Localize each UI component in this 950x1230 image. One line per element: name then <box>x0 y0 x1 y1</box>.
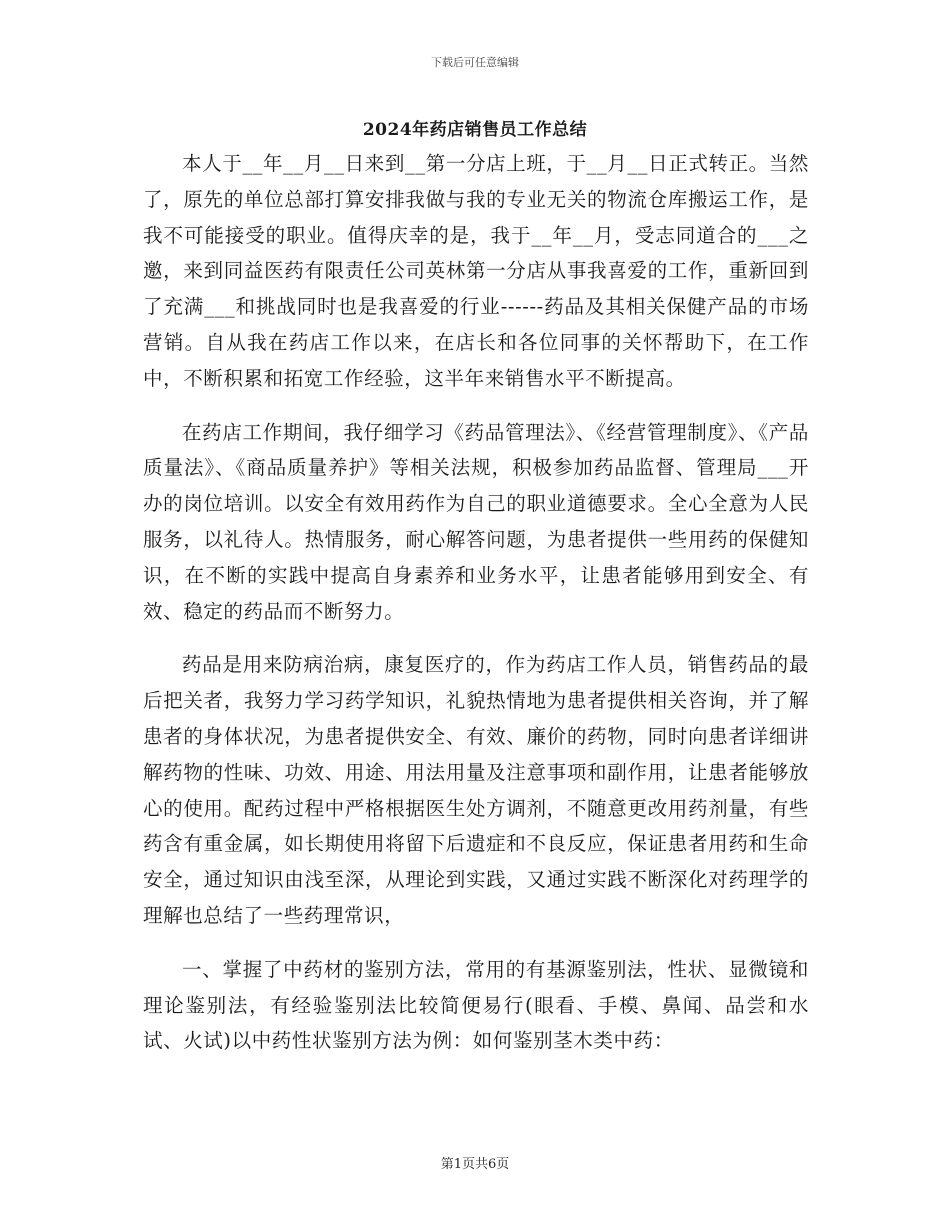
paragraph: 本人于__年__月__日来到__第一分店上班，于__月__日正式转正。当然了，原先的单位总部打算安排我做与我的专业无关的物流仓库搬运工作，是我不可能接受的职业。值得庆幸的是，我于__年__月，受志同道合的___之邀，来到同益医药有限责任公司英林第一分店从事我喜爱的工作，重新回到了充满___和挑战同时也是我喜爱的行业------药品及其相关保健产品的市场营销。自从我在药店工作以来，在店长和各位同事的关怀帮助下，在工作中，不断积累和拓宽工作经验，这半年来销售水平不断提高。 <box>143 152 809 390</box>
page-footer: 第1页共6页 <box>440 1157 510 1172</box>
paragraph: 一、掌握了中药材的鉴别方法，常用的有基源鉴别法，性状、显微镜和理论鉴别法，有经验鉴别法比较简便易行(眼看、手模、鼻闻、品尝和水试、火试)以中药性状鉴别方法为例：如何鉴别茎木类中药： <box>143 957 809 1053</box>
document-title: 2024年药店销售员工作总结 <box>362 120 588 140</box>
header-note: 下载后可任意编辑 <box>431 56 519 69</box>
document-body <box>143 146 809 1077</box>
paragraph: 在药店工作期间，我仔细学习《药品管理法》、《经营管理制度》、《产品质量法》、《商品质量养护》等相关法规，积极参加药品监督、管理局___开办的岗位培训。以安全有效用药作为自己的职业道德要求。全心全意为人民服务，以礼待人。热情服务，耐心解答问题，为患者提供一些用药的保健知识，在不断的实践中提高自身素养和业务水平，让患者能够用到安全、有效、稳定的药品而不断努力。 <box>143 420 809 623</box>
paragraph: 药品是用来防病治病，康复医疗的，作为药店工作人员，销售药品的最后把关者，我努力学习药学知识，礼貌热情地为患者提供相关咨询，并了解患者的身体状况，为患者提供安全、有效、廉价的药物，同时向患者详细讲解药物的性味、功效、用途、用法用量及注意事项和副作用，让患者能够放心的使用。配药过程中严格根据医生处方调剂，不随意更改用药剂量，有些药含有重金属，如长期使用将留下后遗症和不良反应，保证患者用药和生命安全，通过知识由浅至深，从理论到实践，又通过实践不断深化对药理学的理解也总结了一些药理常识， <box>143 653 809 927</box>
